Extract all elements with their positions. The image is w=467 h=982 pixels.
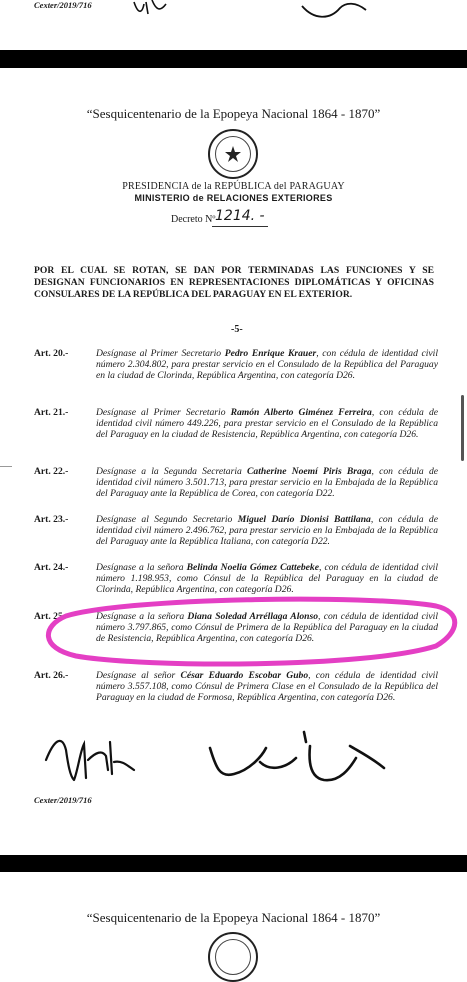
highlight-ellipse <box>36 592 460 672</box>
previous-page-code: Cexter/2019/716 <box>34 0 92 10</box>
article-label: Art. 22.- <box>34 466 69 477</box>
footer-code: Cexter/2019/716 <box>34 795 92 805</box>
next-page-motto: “Sesquicentenario de la Epopeya Nacional 1864 - 1870” <box>86 910 381 925</box>
national-seal <box>208 129 258 179</box>
article-text: Desígnase al Primer Secretario Pedro Enrique Krauer, con cédula de identidad civil número 2.304.802, para prestar servicio en el Consulado de la República del Paraguay en la ciudad de Clorinda, República Argentina, con categoría D26. <box>96 348 438 382</box>
decree-number: 1214. - <box>215 208 265 224</box>
page-number: -5- <box>231 324 243 335</box>
scrollbar-thumb[interactable] <box>461 395 464 461</box>
previous-page-signature-left <box>130 0 170 18</box>
article-text: Desígnase a la señora Diana Soledad Arréllaga Alonso, con cédula de identidad civil número 3.797.865, como Cónsul de Primera de la República del Paraguay en la ciudad de Resistencia, República Argentina, con categoría D26. <box>96 611 438 645</box>
article-text: Desígnase al Segundo Secretario Miguel Darío Dionisi Battilana, con cédula de identidad civil número 2.496.762, para prestar servicio en la Embajada de la República del Paraguay ante la República Italiana, con categoría D22. <box>96 514 438 548</box>
signature-right <box>200 728 390 798</box>
article-text: Desígnase al Primer Secretario Ramón Alberto Giménez Ferreira, con cédula de identidad civil número 449.226, para prestar servicio en el Consulado de la República del Paraguay en la ciudad de Resistencia, República Argentina, con categoría D26. <box>96 407 438 441</box>
presidency-heading: PRESIDENCIA de la REPÚBLICA del PARAGUAY <box>122 181 345 192</box>
page-separator-bottom <box>0 855 467 872</box>
article-label: Art. 26.- <box>34 670 69 681</box>
margin-mark <box>0 466 12 467</box>
article-label: Art. 24.- <box>34 562 69 573</box>
ministry-heading: MINISTERIO de RELACIONES EXTERIORES <box>134 193 333 203</box>
decree-label: Decreto Nº <box>171 214 216 225</box>
next-page-seal <box>208 932 258 982</box>
page-separator-top <box>0 50 467 68</box>
article-label: Art. 20.- <box>34 348 69 359</box>
page-motto: “Sesquicentenario de la Epopeya Nacional 1864 - 1870” <box>86 106 381 121</box>
decree-intro: POR EL CUAL SE ROTAN, SE DAN POR TERMINADAS LAS FUNCIONES Y SE DESIGNAN FUNCIONARIOS EN REPRESENTACIONES DIPLOMÁTICAS Y OFICINAS CONSULARES DE LA REPÚBLICA DEL PARAGUAY EN EL EXTERIOR. <box>34 265 434 300</box>
article-text: Desígnase a la Segunda Secretaria Catherine Noemí Piris Braga, con cédula de identidad civil número 3.501.713, para prestar servicio en la Embajada de la República del Paraguay ante la República de Corea, con categoría D22. <box>96 466 438 500</box>
article-text: Desígnase a la señora Belinda Noelia Gómez Cattebeke, con cédula de identidad civil número 1.198.953, como Cónsul de la República del Paraguay en la ciudad de Clorinda, República Argentina, con categoría D26. <box>96 562 438 596</box>
previous-page-signature-right <box>300 0 370 22</box>
article-text: Desígnase al señor César Eduardo Escobar Gubo, con cédula de identidad civil número 3.557.108, como Cónsul de Primera Clase en el Consulado de la República del Paraguay en la ciudad de Formosa, República Argentina, con categoría D26. <box>96 670 438 704</box>
signature-left <box>40 730 140 790</box>
article-label: Art. 21.- <box>34 407 69 418</box>
article-label: Art. 25.- <box>34 611 69 622</box>
article-label: Art. 23.- <box>34 514 69 525</box>
decree-underline <box>212 226 268 227</box>
